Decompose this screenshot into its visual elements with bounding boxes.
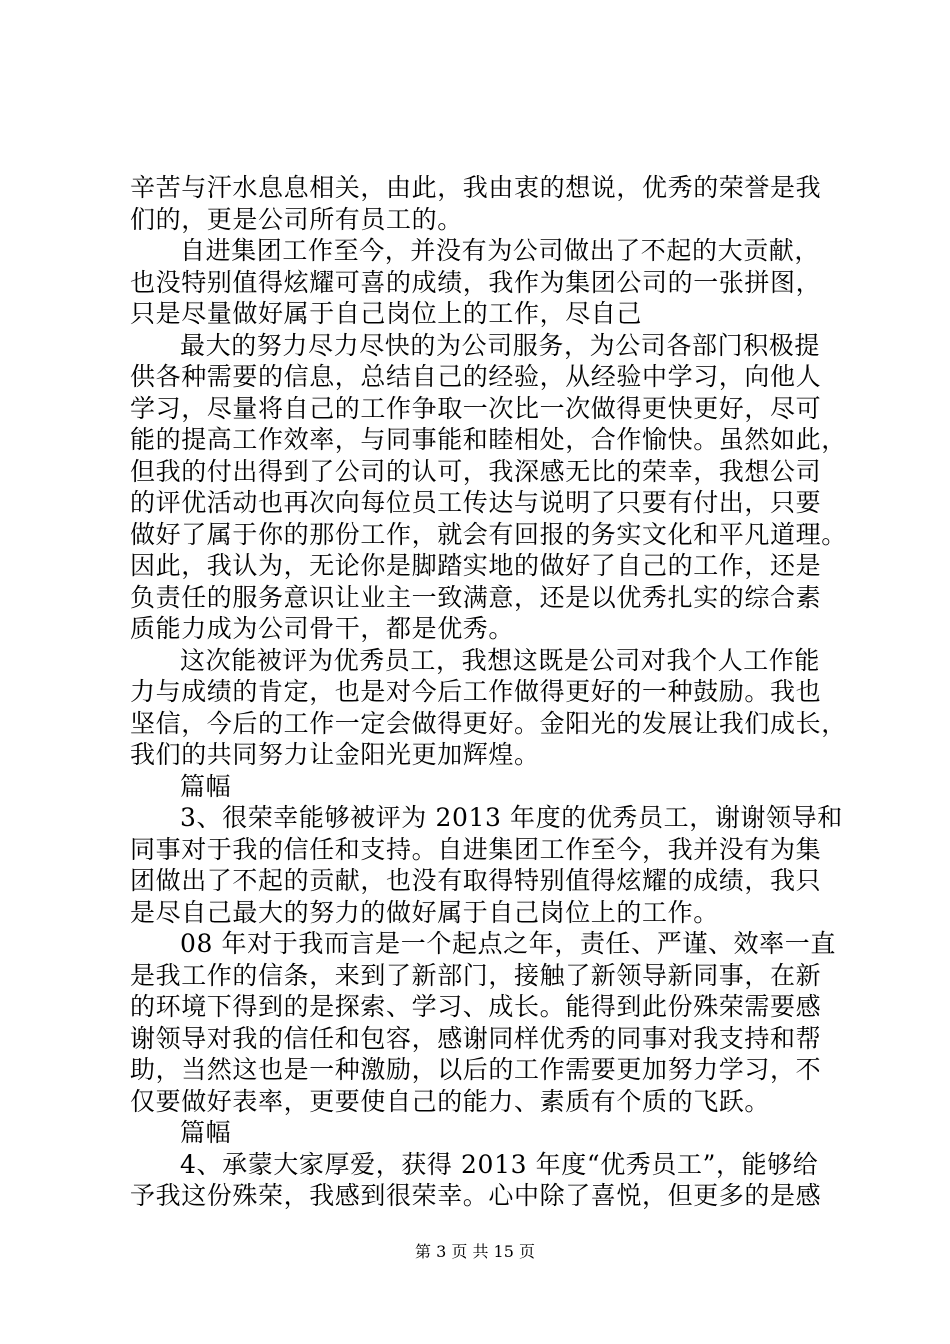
text-line: 是尽自己最大的努力的做好属于自己岗位上的工作。: [130, 898, 719, 927]
text-line: 团做出了不起的贡献，也没有取得特别值得炫耀的成绩，我只: [130, 866, 822, 895]
text-line: 助，当然这也是一种激励，以后的工作需要更加努力学习，不: [130, 1055, 822, 1084]
page-footer: 第 3 页 共 15 页: [415, 1242, 535, 1261]
text-line: 08 年对于我而言是一个起点之年，责任、严谨、效率一直: [180, 929, 836, 958]
text-line: 谢领导对我的信任和包容，感谢同样优秀的同事对我支持和帮: [130, 1024, 822, 1053]
text-line: 也没特别值得炫耀可喜的成绩，我作为集团公司的一张拼图，: [130, 268, 822, 297]
section-heading: 篇幅: [180, 1118, 232, 1147]
text-line: 自进集团工作至今，并没有为公司做出了不起的大贡献，: [180, 236, 821, 265]
text-line: 予我这份殊荣，我感到很荣幸。心中除了喜悦，但更多的是感: [130, 1181, 822, 1210]
text-line: 最大的努力尽力尽快的为公司服务，为公司各部门积极提: [180, 331, 821, 360]
text-line: 学习，尽量将自己的工作争取一次比一次做得更快更好，尽可: [130, 394, 822, 423]
text-line: 因此，我认为，无论你是脚踏实地的做好了自己的工作，还是: [130, 551, 822, 580]
text-line: 质能力成为公司骨干，都是优秀。: [130, 614, 515, 643]
text-line: 力与成绩的肯定，也是对今后工作做得更好的一种鼓励。我也: [130, 677, 822, 706]
text-line: 我们的共同努力让金阳光更加辉煌。: [130, 740, 540, 769]
text-line: 辛苦与汗水息息相关，由此，我由衷的想说，优秀的荣誉是我: [130, 173, 822, 202]
text-line: 仅要做好表率，更要使自己的能力、素质有个质的飞跃。: [130, 1087, 771, 1116]
text-line: 只是尽量做好属于自己岗位上的工作，尽自己: [130, 299, 643, 328]
text-line: 的评优活动也再次向每位员工传达与说明了只要有付出，只要: [130, 488, 822, 517]
text-line: 是我工作的信条，来到了新部门，接触了新领导新同事，在新: [130, 961, 822, 990]
text-line: 但我的付出得到了公司的认可，我深感无比的荣幸，我想公司: [130, 457, 822, 486]
text-line: 能的提高工作效率，与同事能和睦相处，合作愉快。虽然如此，: [130, 425, 847, 454]
text-line: 同事对于我的信任和支持。自进集团工作至今，我并没有为集: [130, 835, 822, 864]
text-line: 3、很荣幸能够被评为 2013 年度的优秀员工，谢谢领导和: [180, 803, 843, 832]
text-line: 负责任的服务意识让业主一致满意，还是以优秀扎实的综合素: [130, 583, 822, 612]
text-line: 4、承蒙大家厚爱，获得 2013 年度“优秀员工”，能够给: [180, 1150, 819, 1179]
text-line: 们的，更是公司所有员工的。: [130, 205, 463, 234]
text-line: 坚信，今后的工作一定会做得更好。金阳光的发展让我们成长，: [130, 709, 847, 738]
section-heading: 篇幅: [180, 772, 232, 801]
text-line: 的环境下得到的是探索、学习、成长。能得到此份殊荣需要感: [130, 992, 822, 1021]
text-line: 做好了属于你的那份工作，就会有回报的务实文化和平凡道理。: [130, 520, 847, 549]
text-line: 这次能被评为优秀员工，我想这既是公司对我个人工作能: [180, 646, 821, 675]
text-line: 供各种需要的信息，总结自己的经验，从经验中学习，向他人: [130, 362, 822, 391]
